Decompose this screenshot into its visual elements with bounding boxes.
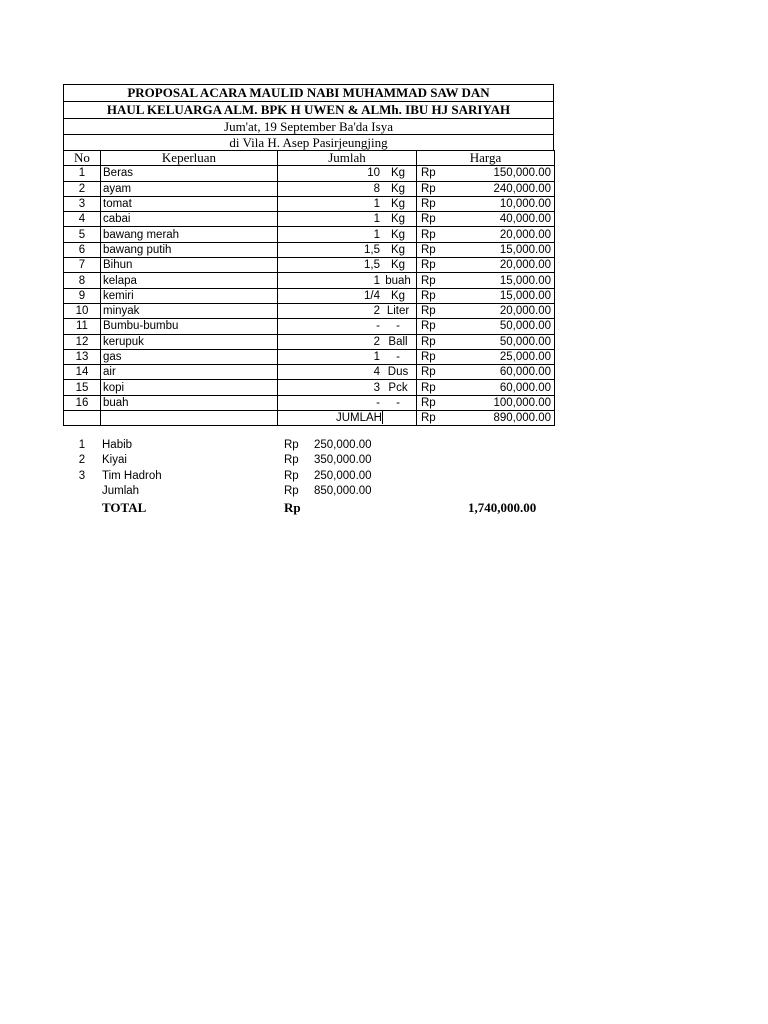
- subtotal-amount: 890,000.00: [451, 411, 555, 426]
- table-row: [64, 273, 555, 288]
- row-unit: -: [396, 396, 400, 409]
- title-line-2: HAUL KELUARGA ALM. BPK H UWEN & ALMh. IBU HJ SARIYAH: [63, 101, 554, 118]
- items-table: [63, 150, 555, 426]
- row-qty-cell: [278, 258, 417, 273]
- row-currency: Rp: [417, 319, 451, 334]
- row-amount: 240,000.00: [451, 181, 555, 196]
- table-row: [64, 181, 555, 196]
- row-unit: Dus: [387, 366, 409, 379]
- row-amount: 20,000.00: [451, 303, 555, 318]
- row-qty: -: [376, 320, 380, 333]
- row-item: ayam: [101, 181, 278, 196]
- table-row: [64, 303, 555, 318]
- row-item: cabai: [101, 212, 278, 227]
- honorarium-currency: Rp: [284, 454, 299, 467]
- grand-total-row: [63, 499, 563, 517]
- table-row: [64, 334, 555, 349]
- subtotal-box: [382, 411, 413, 424]
- table-row: [64, 196, 555, 211]
- col-qty: Jumlah: [278, 151, 417, 166]
- row-qty: 1: [373, 198, 380, 211]
- honoraria-sum-amount: 850,000.00: [314, 484, 372, 497]
- row-currency: Rp: [417, 380, 451, 395]
- row-item: kelapa: [101, 273, 278, 288]
- row-no: 15: [64, 380, 101, 395]
- row-unit: Kg: [390, 289, 406, 302]
- table-row: [64, 166, 555, 181]
- table-row: [64, 212, 555, 227]
- row-amount: 15,000.00: [451, 288, 555, 303]
- row-qty-cell: [278, 334, 417, 349]
- row-qty-cell: [278, 395, 417, 410]
- row-unit: Kg: [390, 228, 406, 241]
- row-item: kopi: [101, 380, 278, 395]
- row-qty: 3: [373, 381, 380, 394]
- table-row: [64, 349, 555, 364]
- row-qty: 4: [373, 366, 380, 379]
- row-amount: 60,000.00: [451, 380, 555, 395]
- honoraria-sum-currency: Rp: [284, 484, 299, 497]
- row-qty: 8: [373, 182, 380, 195]
- row-unit: -: [396, 320, 400, 333]
- honorarium-amount: 350,000.00: [314, 454, 372, 467]
- row-item: bawang putih: [101, 242, 278, 257]
- row-amount: 25,000.00: [451, 349, 555, 364]
- table-header: [64, 151, 555, 166]
- row-unit: Liter: [386, 305, 410, 318]
- row-item: Bihun: [101, 258, 278, 273]
- row-qty-cell: [278, 380, 417, 395]
- row-currency: Rp: [417, 212, 451, 227]
- row-amount: 15,000.00: [451, 273, 555, 288]
- honorarium-name: Kiyai: [102, 454, 127, 467]
- row-amount: 40,000.00: [451, 212, 555, 227]
- honorarium-currency: Rp: [284, 439, 299, 451]
- row-currency: Rp: [417, 395, 451, 410]
- table-row: [64, 365, 555, 380]
- row-no: 5: [64, 227, 101, 242]
- row-item: tomat: [101, 196, 278, 211]
- row-qty-cell: [278, 288, 417, 303]
- row-unit: Kg: [390, 198, 406, 211]
- row-no: 7: [64, 258, 101, 273]
- row-item: bawang merah: [101, 227, 278, 242]
- grand-total-label: TOTAL: [102, 500, 147, 516]
- honorarium-no: 3: [78, 469, 86, 482]
- table-row: [64, 258, 555, 273]
- row-no: 4: [64, 212, 101, 227]
- honoraria-section: [63, 438, 563, 517]
- row-qty-cell: [278, 319, 417, 334]
- row-qty-cell: [278, 303, 417, 318]
- row-item: kerupuk: [101, 334, 278, 349]
- row-no: 6: [64, 242, 101, 257]
- subtotal-currency: Rp: [417, 411, 451, 426]
- row-amount: 100,000.00: [451, 395, 555, 410]
- honorarium-currency: Rp: [284, 469, 299, 482]
- row-currency: Rp: [417, 303, 451, 318]
- row-qty-cell: [278, 227, 417, 242]
- row-unit: Kg: [390, 259, 406, 272]
- table-row: [64, 380, 555, 395]
- honorarium-row: [63, 469, 563, 484]
- subtotal-row: [64, 411, 555, 426]
- row-no: 12: [64, 334, 101, 349]
- row-currency: Rp: [417, 258, 451, 273]
- col-price: Harga: [417, 151, 555, 166]
- row-qty-cell: [278, 273, 417, 288]
- row-no: 16: [64, 395, 101, 410]
- row-qty: 2: [373, 305, 380, 318]
- row-qty: 2: [373, 335, 380, 348]
- table-row: [64, 395, 555, 410]
- row-item: kemiri: [101, 288, 278, 303]
- row-currency: Rp: [417, 334, 451, 349]
- row-no: 1: [64, 166, 101, 181]
- row-currency: Rp: [417, 349, 451, 364]
- row-amount: 150,000.00: [451, 166, 555, 181]
- row-qty-cell: [278, 365, 417, 380]
- row-no: 11: [64, 319, 101, 334]
- row-no: 8: [64, 273, 101, 288]
- row-no: 13: [64, 349, 101, 364]
- table-row: [64, 319, 555, 334]
- honorarium-amount: 250,000.00: [314, 469, 372, 482]
- honorarium-name: Tim Hadroh: [102, 469, 162, 482]
- row-qty: 1: [373, 228, 380, 241]
- row-no: 2: [64, 181, 101, 196]
- row-no: 9: [64, 288, 101, 303]
- row-currency: Rp: [417, 288, 451, 303]
- row-amount: 60,000.00: [451, 365, 555, 380]
- row-unit: Kg: [390, 243, 406, 256]
- row-item: buah: [101, 395, 278, 410]
- row-item: air: [101, 365, 278, 380]
- title-line-1: PROPOSAL ACARA MAULID NABI MUHAMMAD SAW DAN: [63, 84, 554, 101]
- row-no: 3: [64, 196, 101, 211]
- row-item: Beras: [101, 166, 278, 181]
- row-currency: Rp: [417, 181, 451, 196]
- honorarium-row: [63, 438, 563, 453]
- row-qty-cell: [278, 196, 417, 211]
- row-no: 10: [64, 303, 101, 318]
- table-row: [64, 242, 555, 257]
- row-item: Bumbu-bumbu: [101, 319, 278, 334]
- row-no: 14: [64, 365, 101, 380]
- grand-total-amount: 1,740,000.00: [468, 500, 537, 516]
- row-qty-cell: [278, 242, 417, 257]
- honorarium-no: 2: [78, 454, 86, 467]
- row-amount: 20,000.00: [451, 258, 555, 273]
- honorarium-amount: 250,000.00: [314, 439, 372, 451]
- row-currency: Rp: [417, 166, 451, 181]
- row-currency: Rp: [417, 227, 451, 242]
- row-qty: 1: [373, 213, 380, 226]
- row-currency: Rp: [417, 365, 451, 380]
- row-unit: Kg: [390, 167, 406, 180]
- row-unit: buah: [385, 274, 411, 287]
- grand-total-currency: Rp: [284, 500, 301, 516]
- row-qty: 1,5: [364, 243, 380, 256]
- subtotal-label-cell: [278, 411, 417, 426]
- table-row: [64, 227, 555, 242]
- row-unit: Ball: [388, 335, 408, 348]
- row-currency: Rp: [417, 273, 451, 288]
- row-amount: 15,000.00: [451, 242, 555, 257]
- row-qty: 1: [373, 274, 380, 287]
- row-qty-cell: [278, 181, 417, 196]
- row-amount: 50,000.00: [451, 334, 555, 349]
- honorarium-no: 1: [78, 439, 86, 451]
- col-no: No: [64, 151, 101, 166]
- row-unit: Pck: [388, 381, 408, 394]
- row-unit: -: [396, 351, 400, 363]
- row-amount: 20,000.00: [451, 227, 555, 242]
- row-amount: 10,000.00: [451, 196, 555, 211]
- honorarium-name: Habib: [102, 439, 133, 451]
- row-qty: -: [376, 396, 380, 409]
- row-currency: Rp: [417, 196, 451, 211]
- row-amount: 50,000.00: [451, 319, 555, 334]
- row-unit: Kg: [390, 213, 406, 226]
- budget-sheet: [63, 84, 554, 426]
- row-item: minyak: [101, 303, 278, 318]
- subtotal-blank-item: [101, 411, 278, 426]
- honoraria-sum-row: [63, 484, 563, 499]
- table-row: [64, 288, 555, 303]
- row-qty: 10: [367, 167, 380, 180]
- subtotal-label: JUMLAH: [335, 412, 382, 425]
- honorarium-row: [63, 453, 563, 468]
- col-item: Keperluan: [101, 151, 278, 166]
- row-qty-cell: [278, 166, 417, 181]
- venue-line: di Vila H. Asep Pasirjeungjing: [63, 134, 554, 150]
- honoraria-sum-label: Jumlah: [102, 484, 140, 497]
- row-item: gas: [101, 349, 278, 364]
- row-qty: 1/4: [364, 289, 380, 302]
- row-qty-cell: [278, 349, 417, 364]
- row-qty: 1,5: [364, 259, 380, 272]
- row-qty: 1: [373, 351, 380, 363]
- row-currency: Rp: [417, 242, 451, 257]
- date-line: Jum'at, 19 September Ba'da Isya: [63, 118, 554, 134]
- subtotal-blank-no: [64, 411, 101, 426]
- row-unit: Kg: [390, 182, 406, 195]
- row-qty-cell: [278, 212, 417, 227]
